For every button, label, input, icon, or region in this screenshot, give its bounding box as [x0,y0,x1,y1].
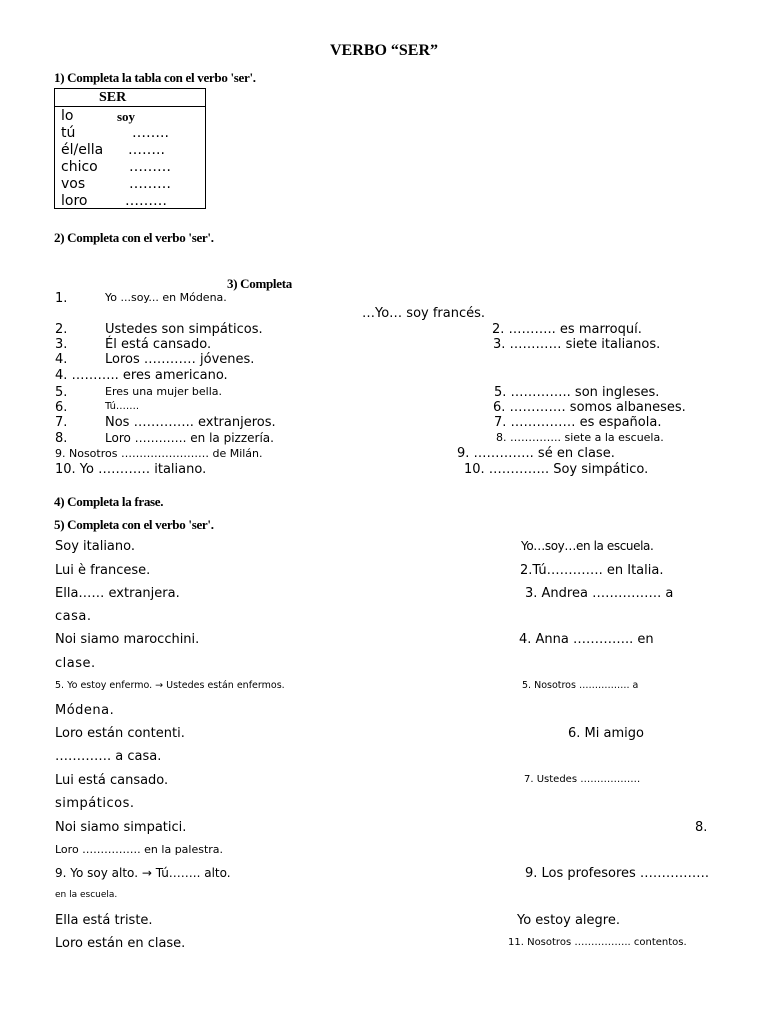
list-item: Noi siamo simpatici. [55,820,187,835]
list-item: 10. ………….. Soy simpático. [464,462,649,477]
table-row: él/ella …….. [61,142,165,158]
list-item: 7. [55,415,68,430]
section5-heading: 5) Completa con el verbo 'ser'. [54,517,214,532]
list-item: 8. [55,431,68,446]
list-item: 3. ………… siete italianos. [493,337,661,352]
table-row: lo soy [61,108,136,124]
list-item: Loro ……………. en la palestra. [55,843,224,856]
table-row: chico ……… [61,159,171,175]
list-item: 6. …………. somos albaneses. [493,400,686,415]
list-item: 4. ……….. eres americano. [55,368,228,383]
table-row: tú …….. [61,125,169,141]
list-item: 8. ………….. siete a la escuela. [496,431,664,444]
list-item: 5. ………….. son ingleses. [494,385,660,400]
list-item: Módena. [55,703,115,718]
table-header: SER [55,89,205,107]
section3-heading: 3) Completa [227,276,292,291]
list-item: Loro están en clase. [55,936,186,951]
list-item: 2. [55,322,68,337]
section4-heading: 4) Completa la frase. [54,494,164,509]
list-item: Noi siamo marocchini. [55,632,200,647]
list-item: 9. ………….. sé en clase. [457,446,615,461]
list-item: 10. Yo ………… italiano. [55,462,207,477]
ser-table [54,88,206,209]
table-row: vos ……… [61,176,171,192]
list-item: Ustedes son simpáticos. [105,322,263,337]
list-item: 9. Nosotros …………………… de Milán. [55,447,263,460]
list-item: 8. [695,820,708,835]
page-title: VERBO “SER” [329,42,439,59]
list-item: Yo ...soy... en Módena. [105,291,227,304]
list-item: Nos ………….. extranjeros. [105,415,276,430]
list-item: Loros ………… jóvenes. [105,352,255,367]
list-item: Ella…… extranjera. [55,586,180,601]
list-item: Tú……. [105,401,140,412]
list-item: Eres una mujer bella. [105,385,223,398]
list-item: 6. [55,400,68,415]
list-item: Loro …………. en la pizzería. [105,431,274,445]
list-item: simpáticos. [55,796,135,811]
list-item: Loro están contenti. [55,726,185,741]
list-item: 4. Anna ………….. en [519,632,654,647]
section1-heading: 1) Completa la tabla con el verbo 'ser'. [54,70,256,85]
list-item: Yo estoy alegre. [517,913,620,928]
list-item: 7. …………… es española. [494,415,662,430]
list-item: 9. Los profesores ……………. [525,866,710,881]
list-item: Soy italiano. [55,539,135,554]
list-item: Yo…soy…en la escuela. [521,539,654,553]
list-item: Lui está cansado. [55,773,169,788]
list-item: 5. Yo estoy enfermo. → Ustedes están enfermos. [55,680,285,691]
section2-heading: 2) Completa con el verbo 'ser'. [54,230,214,245]
list-item: 11. Nosotros …………….. contentos. [508,937,687,948]
list-item: 7. Ustedes ……………… [524,774,641,785]
list-item: 5. [55,385,68,400]
list-item: 3. Andrea ……………. a [525,586,674,601]
list-item: 2.Tú…………. en Italia. [520,563,664,578]
list-item: Él está cansado. [105,337,212,352]
list-item: 6. Mi amigo [568,726,644,741]
list-item: casa. [55,609,92,624]
list-item: en la escuela. [55,890,118,900]
list-item: …………. a casa. [55,749,162,764]
list-item: 5. Nosotros ……………. a [522,680,639,691]
list-item: Ella está triste. [55,913,153,928]
list-item: 2. ……….. es marroquí. [492,322,642,337]
list-item: Lui è francese. [55,563,151,578]
table-row: loro ……… [61,193,167,209]
list-item: 4. [55,352,68,367]
list-item: 3. [55,337,68,352]
list-item: 1. [55,291,68,306]
list-item: clase. [55,656,96,671]
list-item: …Yo… soy francés. [362,306,486,321]
list-item: 9. Yo soy alto. → Tú…….. alto. [55,866,231,880]
